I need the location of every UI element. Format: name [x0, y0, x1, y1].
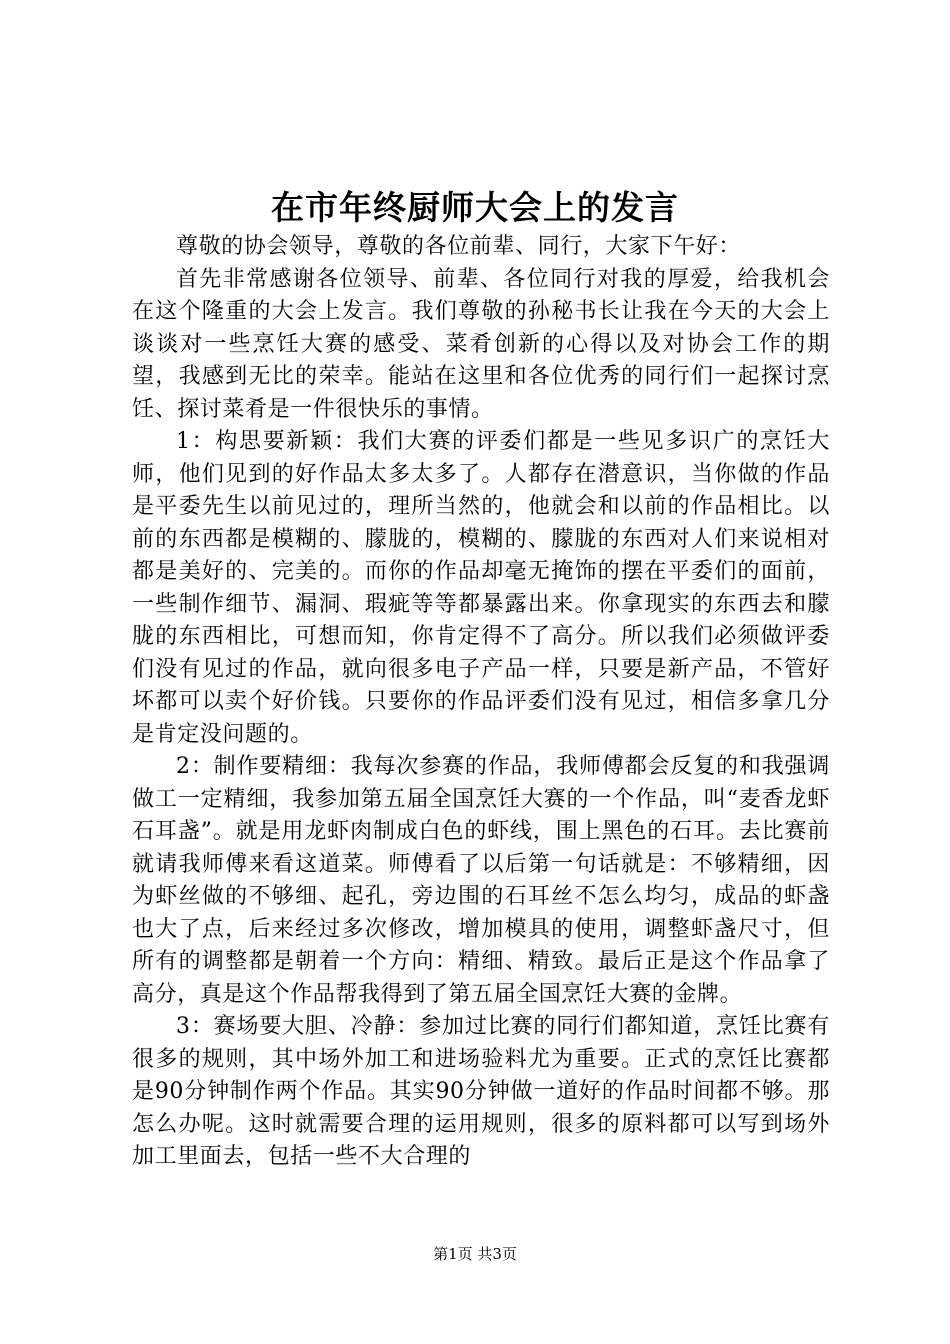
greeting-paragraph: 尊敬的协会领导，尊敬的各位前辈、同行，大家下午好： [176, 234, 742, 259]
document-body [132, 231, 830, 1174]
page-number-footer: 第1页 共3页 [433, 1245, 517, 1263]
intro-paragraph: 首先非常感谢各位领导、前辈、各位同行对我的厚爱，给我机会在这个隆重的大会上发言。我们尊敬的孙秘书长让我在今天的大会上谈谈对一些烹饪大赛的感受、菜肴创新的心得以及对协会工作的期望，我感到无比的荣幸。能站在这里和各位优秀的同行们一起探讨烹饪、探讨菜肴是一件很快乐的事情。 [132, 266, 830, 422]
point-1-paragraph: 1：构思要新颖：我们大赛的评委们都是一些见多识广的烹饪大师，他们见到的好作品太多太多了。人都存在潜意识，当你做的作品是平委先生以前见过的，理所当然的，他就会和以前的作品相比。以前的东西都是模糊的、朦胧的，模糊的、朦胧的东西对人们来说相对都是美好的、完美的。而你的作品却毫无掩饰的摆在平委们的面前，一些制作细节、漏洞、瑕疵等等都暴露出来。你拿现实的东西去和朦胧的东西相比，可想而知，你肯定得不了高分。所以我们必须做评委们没有见过的作品，就向很多电子产品一样，只要是新产品，不管好坏都可以卖个好价钱。只要你的作品评委们没有见过，相信多拿几分是肯定没问题的。 [132, 429, 830, 747]
point-3-paragraph: 3：赛场要大胆、冷静：参加过比赛的同行们都知道，烹饪比赛有很多的规则，其中场外加工和进场验料尤为重要。正式的烹饪比赛都是90分钟制作两个作品。其实90分钟做一道好的作品时间都不够。那怎么办呢。这时就需要合理的运用规则，很多的原料都可以写到场外加工里面去，包括一些不大合理的 [132, 1014, 830, 1169]
page-title: 在市年终厨师大会上的发言 [271, 188, 679, 227]
point-2-paragraph: 2：制作要精细：我每次参赛的作品，我师傅都会反复的和我强调做工一定精细，我参加第五届全国烹饪大赛的一个作品，叫“麦香龙虾石耳盏”。就是用龙虾肉制成白色的虾线，围上黑色的石耳。去比赛前就请我师傅来看这道菜。师傅看了以后第一句话就是：不够精细，因为虾丝做的不够细、起孔，旁边围的石耳丝不怎么均匀，成品的虾盏也大了点，后来经过多次修改，增加模具的使用，调整虾盏尺寸，但所有的调整都是朝着一个方向：精细、精致。最后正是这个作品拿了高分，真是这个作品帮我得到了第五届全国烹饪大赛的金牌。 [132, 754, 830, 1007]
